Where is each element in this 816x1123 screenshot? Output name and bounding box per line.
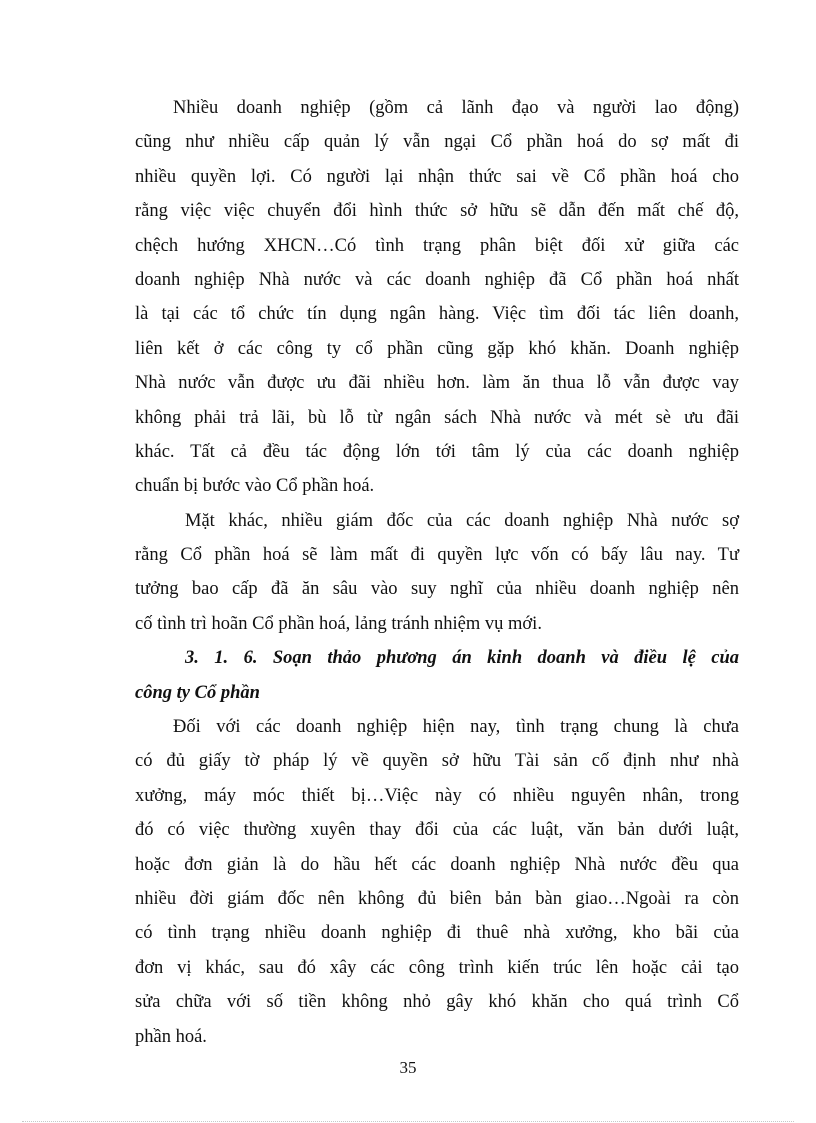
text-line: cũng như nhiều cấp quản lý vẫn ngại Cổ phần hoá do sợ mất đi xyxy=(135,132,739,153)
text-line: có tình trạng nhiều doanh nghiệp đi thuê nhà xưởng, kho bãi của xyxy=(135,923,739,944)
page-number: 35 xyxy=(399,1058,417,1077)
text-line: Mặt khác, nhiều giám đốc của các doanh nghiệp Nhà nước sợ xyxy=(185,510,739,531)
text-line: không phải trả lãi, bù lỗ từ ngân sách Nhà nước và mét sè ưu đãi xyxy=(135,407,739,428)
text-line: khác. Tất cả đều tác động lớn tới tâm lý của các doanh nghiệp xyxy=(135,441,739,462)
paragraph-3 xyxy=(135,710,739,1054)
body-text xyxy=(135,91,739,1054)
text-line: sửa chữa với số tiền không nhỏ gây khó khăn cho quá trình Cổ xyxy=(135,992,739,1013)
text-line: đơn vị khác, sau đó xây các công trình kiến trúc lên hoặc cải tạo xyxy=(135,957,739,978)
text-line: chệch hướng XHCN…Có tình trạng phân biệt đối xử giữa các xyxy=(135,235,739,256)
paragraph-1 xyxy=(135,91,739,504)
text-line: có đủ giấy tờ pháp lý về quyền sở hữu Tài sản cố định như nhà xyxy=(135,751,739,772)
text-line: xưởng, máy móc thiết bị…Việc này có nhiều nguyên nhân, trong xyxy=(135,785,739,806)
text-line: chuẩn bị bước vào Cổ phần hoá. xyxy=(135,476,375,497)
text-line: tưởng bao cấp đã ăn sâu vào suy nghĩ của nhiều doanh nghiệp nên xyxy=(135,579,739,600)
heading-line: 3. 1. 6. Soạn thảo phương án kinh doanh và điều lệ của xyxy=(185,648,739,669)
text-line: đó có việc thường xuyên thay đổi của các luật, văn bản dưới luật, xyxy=(135,820,739,841)
text-line: hoặc đơn giản là do hầu hết các doanh nghiệp Nhà nước đều qua xyxy=(135,854,739,875)
text-line: rằng Cổ phần hoá sẽ làm mất đi quyền lực vốn có bấy lâu nay. Tư xyxy=(135,545,739,566)
text-line: rằng việc việc chuyển đổi hình thức sở hữu sẽ dẫn đến mất chế độ, xyxy=(135,201,739,222)
text-line: Nhiều doanh nghiệp (gồm cả lãnh đạo và người lao động) xyxy=(173,98,739,118)
text-line: nhiều quyền lợi. Có người lại nhận thức sai về Cổ phần hoá cho xyxy=(135,166,739,187)
heading-line: công ty Cổ phần xyxy=(135,682,260,703)
page-bottom-divider xyxy=(22,1121,794,1122)
text-line: phần hoá. xyxy=(135,1026,207,1047)
text-line: liên kết ở các công ty cổ phần cũng gặp khó khăn. Doanh nghiệp xyxy=(135,338,739,359)
text-line: là tại các tổ chức tín dụng ngân hàng. Việc tìm đối tác liên doanh, xyxy=(135,304,739,325)
text-line: Nhà nước vẫn được ưu đãi nhiều hơn. làm ăn thua lỗ vẫn được vay xyxy=(135,373,739,394)
paragraph-2 xyxy=(135,504,739,642)
section-heading xyxy=(135,641,739,710)
text-line: cố tình trì hoãn Cổ phần hoá, lảng tránh nhiệm vụ mới. xyxy=(135,613,542,634)
text-line: Đối với các doanh nghiệp hiện nay, tình trạng chung là chưa xyxy=(173,717,739,738)
text-line: doanh nghiệp Nhà nước và các doanh nghiệp đã Cổ phần hoá nhất xyxy=(135,269,739,290)
text-line: nhiều đời giám đốc nên không đủ biên bản bàn giao…Ngoài ra còn xyxy=(135,888,739,909)
